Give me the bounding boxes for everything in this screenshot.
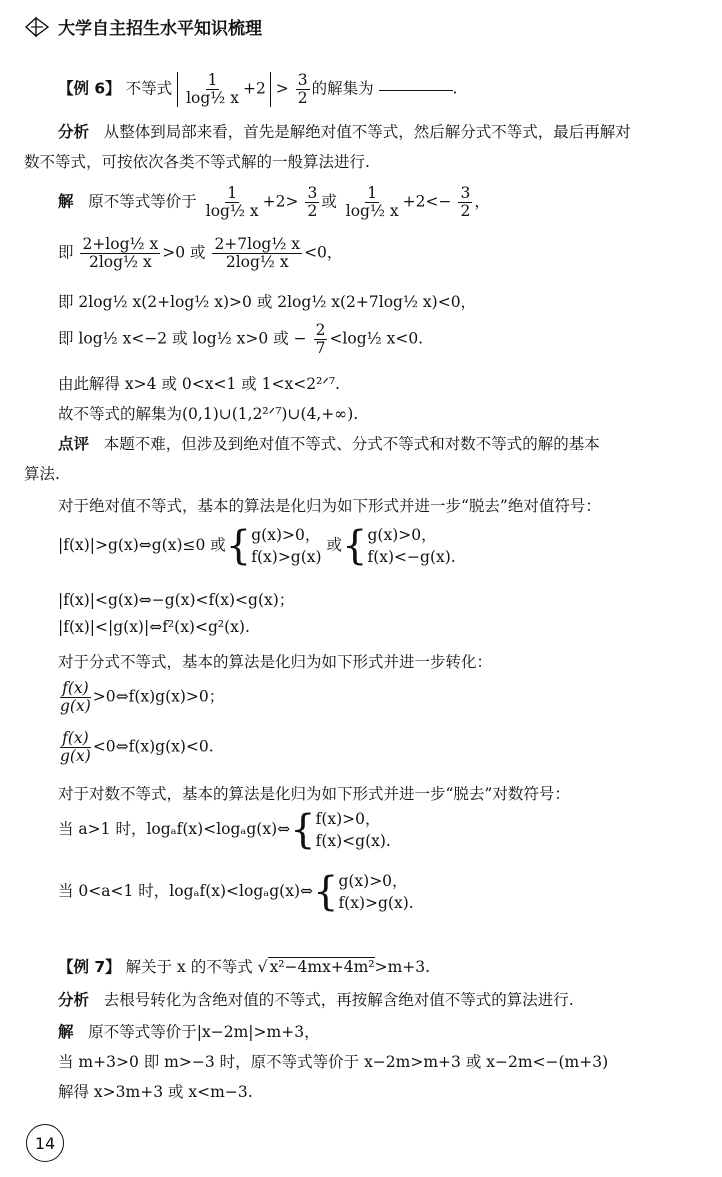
comment-cont: 算法. bbox=[24, 465, 60, 483]
solution-2-line-1: 解 原不等式等价于|x−2m|>m+3， bbox=[58, 1023, 320, 1041]
abs-rule-2: |f(x)|<g(x)⇔−g(x)<f(x)<g(x)； bbox=[58, 591, 295, 609]
fraction: $\frac{1}{\text{log½ x}}$ bbox=[186, 71, 239, 107]
solution-2-line-3: 解得 x>3m+3 或 x<m−3. bbox=[58, 1083, 253, 1101]
solution-1-line-2: 即 $\frac{\text{2+log½ x}}{\text{2log½ x}}$ >0 或 $\frac{\text{2+7log½ x}}{\text{2log½ x}}$ <0， bbox=[58, 235, 343, 271]
fraction: $\frac{3}{2}$ bbox=[297, 71, 308, 107]
log-rule-2: 当 0<a<1 时，logₐf(x)<logₐg(x)⇔{ g(x)>0， f(x)>g(x). bbox=[58, 869, 414, 915]
abs-rules-intro: 对于绝对值不等式，基本的算法是化归为如下形式并进一步“脱去”绝对值符号： bbox=[58, 497, 601, 515]
solution-1-line-6: 故不等式的解集为(0,1)∪(1,2²ᐟ⁷)∪(4,+∞). bbox=[58, 405, 359, 423]
solution-1-line-4: 即 log½ x<−2 或 log½ x>0 或 − $\frac{2}{7}$ <log½ x<0. bbox=[58, 321, 424, 357]
log-rules-intro: 对于对数不等式，基本的算法是化归为如下形式并进一步“脱去”对数符号： bbox=[58, 785, 570, 803]
analysis-1: 分析 从整体到局部来看，首先是解绝对值不等式，然后解分式不等式，最后再解对 bbox=[58, 123, 631, 141]
page-header-title: 大学自主招生水平知识梳理 bbox=[58, 19, 262, 39]
leaf-logo-icon bbox=[24, 16, 50, 38]
example-7: 【例 7】 解关于 x 的不等式 √ x²−4mx+4m²>m+3. bbox=[58, 958, 431, 976]
example-label: 【例 6】 bbox=[58, 79, 121, 98]
absolute-value: $\frac{1}{\text{log½ x}}$ +2 bbox=[177, 72, 271, 107]
frac-rule-2: $\frac{f(x)}{g(x)}$ <0⇔f(x)g(x)<0. bbox=[60, 729, 214, 765]
example-6: 【例 6】 不等式 $\frac{1}{\text{log½ x}}$ +2 > $\frac{3}{2}$ 的解集为 . bbox=[58, 71, 458, 107]
page-number: 14 bbox=[26, 1124, 64, 1162]
solution-1-line-1: 解 原不等式等价于 $\frac{1}{\text{log½ x}}$ +2> $\frac{3}{2}$ 或 $\frac{1}{\text{log½ x}}$ +2<− $\frac{3}{2}$ ， bbox=[58, 184, 490, 220]
answer-blank bbox=[379, 89, 453, 91]
frac-rules-intro: 对于分式不等式，基本的算法是化归为如下形式并进一步转化： bbox=[58, 653, 493, 671]
solution-2-line-2: 当 m+3>0 即 m>−3 时，原不等式等价于 x−2m>m+3 或 x−2m<−(m+3) bbox=[58, 1053, 609, 1071]
example-text: 不等式 bbox=[125, 79, 173, 98]
page-header bbox=[24, 14, 262, 39]
frac-rule-1: $\frac{f(x)}{g(x)}$ >0⇔f(x)g(x)>0； bbox=[60, 679, 225, 715]
square-root: √ x²−4mx+4m² bbox=[257, 958, 375, 976]
analysis-2: 分析 去根号转化为含绝对值的不等式，再按解含绝对值不等式的算法进行. bbox=[58, 991, 574, 1009]
solution-1-line-5: 由此解得 x>4 或 0<x<1 或 1<x<2²ᐟ⁷. bbox=[58, 375, 341, 393]
log-rule-1: 当 a>1 时，logₐf(x)<logₐg(x)⇔{ f(x)>0， f(x)<g(x). bbox=[58, 807, 391, 853]
comment: 点评 本题不难，但涉及到绝对值不等式、分式不等式和对数不等式的解的基本 bbox=[58, 435, 600, 453]
abs-rule-3: |f(x)|<|g(x)|⇔f²(x)<g²(x). bbox=[58, 618, 250, 636]
analysis-1-cont: 数不等式，可按依次各类不等式解的一般算法进行. bbox=[24, 153, 370, 171]
abs-rule-1: |f(x)|>g(x)⇔g(x)≤0 或{ g(x)>0， f(x)>g(x) 或{ g(x)>0， f(x)<−g(x). bbox=[58, 523, 456, 569]
solution-1-line-3: 即 2log½ x(2+log½ x)>0 或 2log½ x(2+7log½ x)<0， bbox=[58, 293, 477, 311]
